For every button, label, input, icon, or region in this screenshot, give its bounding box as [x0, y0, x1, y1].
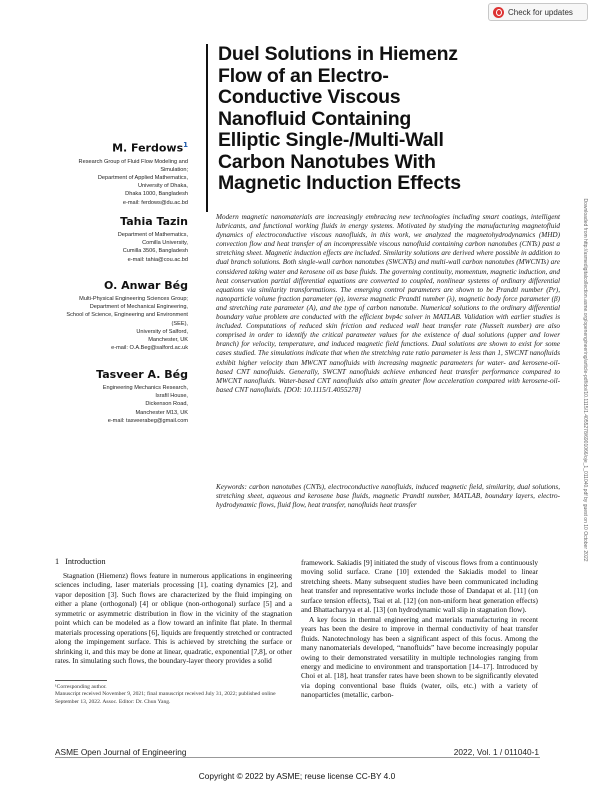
copyright: Copyright © 2022 by ASME; reuse license CC-BY 4.0 — [198, 771, 396, 781]
author-affiliation: Department of Mathematics, Comilla University, Cumilla 3506, Bangladesh e-mail: tahia@cou.ac.bd — [18, 231, 188, 264]
check-for-updates-icon — [493, 7, 504, 18]
author-block — [18, 141, 188, 207]
journal-name: ASME Open Journal of Engineering — [55, 747, 187, 757]
author-affiliation: Research Group of Fluid Flow Modeling and Simulation; Department of Applied Mathematics, University of Dhaka, Dhaka 1000, Bangladesh e-mail: ferdows@du.ac.bd — [18, 158, 188, 207]
paper-title: Duel Solutions in Hiemenz Flow of an Electro-Conductive Viscous Nanofluid Containing Elliptic Single-/Multi-Wall Carbon Nanotubes With Magnetic Induction Effects — [218, 43, 461, 194]
paragraph: framework. Sakiadis [9] initiated the study of viscous flows from a continuously moving solid surface. Crane [10] extended the Sakiadis model to linear stretching sheets. Many subsequent studies have been communicated including heat transfer and representative works include those of Dandapat et al. [11] (on surface tension effects), Tsai et al. [12] (on non-uniform heat generation effects) and Bhattacharyya et al. [13] (on hydrodynamic wall slip in stagnation flow). — [301, 558, 538, 615]
title-rule — [206, 44, 208, 212]
author-block — [18, 368, 188, 425]
paragraph: A key focus in thermal engineering and materials manufacturing in recent years has been the desire to improve in thermal conductivity of heat transfer fluids. Nanotechnology has been a significant aspect of this focus. Among the many nanomaterials developed, “nanofluids” have become increasingly popular owing to their demonstrated versatility in multiple technologies ranging from energy and medicine to environment and transportation [14–17]. Introduced by Choi et al. [18], heat transfer rates have been shown to be significantly elevated via doping conventional base fluids (water, oils, etc.) with a variety of nanoparticles (metallic, carbon- — [301, 614, 538, 700]
keywords: Keywords: carbon nanotubes (CNTs), electroconductive nanofluids, induced magnetic field, similarity, dual solutions, stretching sheet, aqueous and kerosene base fluids, magnetic Prandtl number, MATLAB, boundary layers, electro-hydrodynamic flows, fluid flow, heat transfer, nanofluids heat transfer — [216, 483, 560, 510]
body-column-right — [301, 558, 538, 700]
footnotes: ¹Corresponding author. Manuscript received November 9, 2021; final manuscript received July 31, 2022; published online September 13, 2022. Assoc. Editor: Dr. Chun Yang. — [55, 684, 276, 705]
author-email[interactable]: e-mail: tasveerabeg@gmail.com — [107, 417, 188, 424]
author-email[interactable]: e-mail: O.A.Beg@salford.ac.uk — [111, 345, 188, 352]
author-block — [18, 279, 188, 352]
issue-info: 2022, Vol. 1 / 011040-1 — [453, 747, 539, 757]
check-for-updates-badge[interactable] — [488, 3, 588, 21]
author-block — [18, 215, 188, 264]
section-heading: 1 Introduction — [55, 557, 106, 566]
check-for-updates-label: Check for updates — [508, 7, 573, 17]
author-affiliation: Multi-Physical Engineering Sciences Group; Department of Mechanical Engineering, School of Science, Engineering and Environment (SEE), University of Salford, Manchester, UK e-mail: O.A.Beg@salford.ac.uk — [18, 295, 188, 352]
footnote-rule — [55, 680, 107, 681]
author-name: M. Ferdows$^1$ — [112, 141, 188, 155]
author-name: Tahia Tazin — [120, 215, 188, 228]
author-email[interactable]: e-mail: ferdows@du.ac.bd — [122, 199, 188, 206]
footer-rule — [55, 757, 540, 758]
author-name: O. Anwar Bég — [103, 279, 188, 292]
author-email[interactable]: e-mail: tahia@cou.ac.bd — [127, 256, 188, 263]
author-affiliation: Engineering Mechanics Research, Israfil House, Dickenson Road, Manchester M13, UK e-mail: tasveerabeg@gmail.com — [18, 384, 188, 425]
abstract: Modern magnetic nanomaterials are increasingly embracing new technologies including smart coatings, intelligent lubricants, and functional working fluids in energy systems. Motivated by studying the manufacturing magnetofluid dynamics of electroconductive viscous nanofluids, in this work, we analyzed the magnetohydrodynamics (MHD) convection flow and heat transfer of an incompressible viscous nanofluid containing carbon nanotubes (CNTs) past a stretching sheet. Magnetic induction effects are included. Similarity solutions are derived where possible in addition to dual branch solutions. Both single-wall carbon nanotubes (SWCNTs) and multi-wall carbon nanotubes (MWCNTs) are considered taking water and kerosene oil as base fluids. The governing continuity, momentum, magnetic induction, and heat conservation partial differential equations are converted to coupled, nonlinear systems of ordinary differential equations via similarity transformations. The emerging control parameters are shown to be Prandtl number (Pr), nanoparticle volume fraction parameter (φ), inverse magnetic Prandtl number (λ), magnetic body force parameter (β) and stretching rate parameter (A), and the type of carbon nanotube. Numerical solutions to the ordinary differential boundary value problem are conducted with the efficient bvp4c solver in MATLAB. Validation with earlier studies is included. Computations of reduced skin friction and reduced wall heat transfer rate (Nusselt number) are also comprised in order to identify the critical parameter values for the existence of dual solutions (upper and lower branch) for velocity, temperature, and induced magnetic field functions. Dual solutions are shown to exist for some cases studied. The simulations indicate that when the stretching rate ratio parameter is less than 1, SWCNT nanofluids exhibit higher velocity than MWCNT nanofluids with increasing magnetic parameters for water- and kerosene-oil-based CNT nanofluids. Generally, SWCNT nanofluids achieve enhanced heat transfer performance compared to MWCNT nanofluids. Water-based CNT nanofluids also attain greater flow acceleration compared with kerosene-oil-based CNT nanofluids. [DOI: 10.1115/1.4055278] — [216, 213, 560, 394]
author-name: Tasveer A. Bég — [96, 368, 188, 381]
body-column-left: Stagnation (Hiemenz) flows feature in numerous applications in engineering sciences including, laser materials processing [1], coating dynamics [2], and vapor deposition [3]. Such flows are characterized by the fluid impinging on either a plane (orthogonal) [4] or oblique (non-orthogonal) surface [5] and a symmetric or asymmetric distribution in flow in the vicinity of the stagnation point which can be modeled as a flow toward an infinite flat plate. In thermal materials processing operations [6], liquids are frequently stretched or contracted along the impingement surface. This is achieved by stretching the surface or shrinking it, and this may be done at linear, quadratic, exponential [7,8], or other rates. In simulating such flows, the boundary-layer theory provides a solid — [55, 571, 292, 666]
download-watermark: Downloaded from http://asmedigitalcollection.asme.org/openengineering/article-pdf/doi/10.1115/1.4055278/6901066/oje_1_011040.pdf by guest on 10 October 2022 — [582, 198, 588, 562]
